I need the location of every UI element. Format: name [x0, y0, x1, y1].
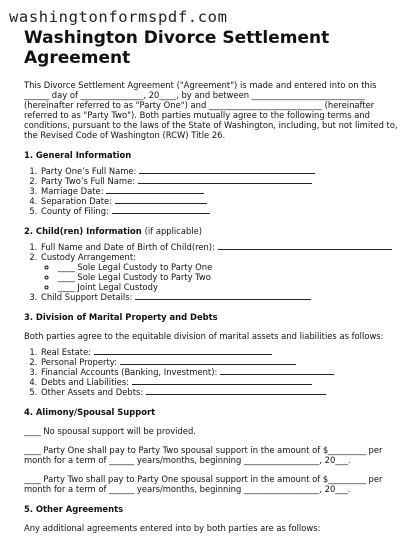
property-text: Both parties agree to the equitable division of marital assets and liabilities as follows: — [24, 331, 384, 341]
list-item: 3. Marriage Date: — [40, 186, 404, 196]
fill-blank[interactable] — [106, 186, 204, 194]
document-body — [24, 28, 404, 533]
intro-paragraph: This Divorce Settlement Agreement ("Agreement") is made and entered into on this ______ day of _______________, 20____, by and between ___________________________ (hereinafter referred to as "Party One") and ___________________________ (hereinafter referred to as "Party Two"). Both parties mutually agree to the following terms and conditions, pursuant to the laws of the State of Washington, including, but not limited to, the Revised Code of Washington (RCW) Title 26. — [24, 80, 398, 140]
custody-options — [41, 262, 404, 292]
fill-blank[interactable] — [112, 206, 210, 214]
fill-blank[interactable] — [220, 367, 334, 375]
list-item: 1. Real Estate: — [40, 347, 404, 357]
section-property-heading: 3. Division of Marital Property and Debts — [24, 312, 218, 322]
fill-blank[interactable] — [115, 196, 207, 204]
property-list — [24, 347, 404, 397]
fill-blank[interactable] — [132, 377, 312, 385]
list-item: 1. Full Name and Date of Birth of Child(ren): — [40, 242, 404, 252]
custody-option[interactable]: ◦ ____ Sole Legal Custody to Party Two — [57, 272, 404, 282]
list-item: 3. Financial Accounts (Banking, Investment): — [40, 367, 404, 377]
list-item: 2. Custody Arrangement: ◦ ____ Sole Legal Custody to Party One ◦ ____ Sole Legal Custody to Party Two ◦ ____ Joint Legal Custody — [40, 252, 404, 292]
document-title: Washington Divorce Settlement Agreement — [24, 28, 330, 68]
fill-blank[interactable] — [218, 242, 392, 250]
list-item: 5. County of Filing: — [40, 206, 404, 216]
custody-option[interactable]: ◦ ____ Joint Legal Custody — [57, 282, 404, 292]
list-item: 5. Other Assets and Debts: — [40, 387, 404, 397]
alimony-option-party-two: ____ Party Two shall pay to Party One spousal support in the amount of $_________ per month for a term of ______ years/months, beginning __________________, 20___. — [24, 474, 383, 494]
fill-blank[interactable] — [135, 292, 311, 300]
fill-blank[interactable] — [120, 357, 296, 365]
site-watermark: washingtonformspdf.com — [9, 8, 228, 26]
fill-blank[interactable] — [146, 387, 326, 395]
fill-blank[interactable] — [139, 166, 315, 174]
section-alimony-heading: 4. Alimony/Spousal Support — [24, 407, 156, 417]
general-info-list — [24, 166, 404, 216]
children-info-list — [24, 242, 404, 302]
section-other-heading: 5. Other Agreements — [24, 504, 124, 514]
list-item: 4. Separation Date: — [40, 196, 404, 206]
fill-blank[interactable] — [138, 176, 312, 184]
alimony-option-none: ____ No spousal support will be provided. — [24, 426, 196, 436]
list-item: 3. Child Support Details: — [40, 292, 404, 302]
fill-blank[interactable] — [94, 347, 272, 355]
list-item: 4. Debts and Liabilities: — [40, 377, 404, 387]
alimony-option-party-one: ____ Party One shall pay to Party Two spousal support in the amount of $_________ per month for a term of ______ years/months, beginning __________________, 20___. — [24, 445, 383, 465]
other-agreements-text: Any additional agreements entered into by both parties are as follows: — [24, 523, 321, 533]
list-item: 1. Party One’s Full Name: — [40, 166, 404, 176]
list-item: 2. Personal Property: — [40, 357, 404, 367]
list-item: 2. Party Two’s Full Name: — [40, 176, 404, 186]
section-children-heading: 2. Child(ren) Information (if applicable) — [24, 226, 203, 236]
section-general-heading: 1. General Information — [24, 150, 132, 160]
custody-option[interactable]: ◦ ____ Sole Legal Custody to Party One — [57, 262, 404, 272]
